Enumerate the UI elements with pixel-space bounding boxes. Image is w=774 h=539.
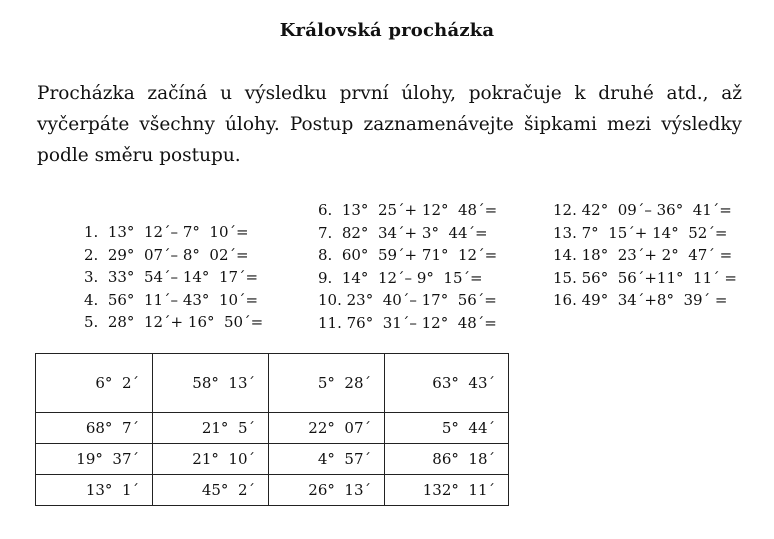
result-cell: 6° 2´ [36, 354, 153, 413]
result-cell: 68° 7´ [36, 413, 153, 444]
table-row [36, 354, 509, 413]
result-cell: 63° 43´ [385, 354, 509, 413]
result-cell: 4° 57´ [269, 444, 385, 475]
task-item: 4. 56° 11´– 43° 10´= [84, 290, 259, 309]
result-cell: 5° 44´ [385, 413, 509, 444]
instructions-paragraph: Procházka začíná u výsledku první úlohy, pokračuje k druhé atd., až vyčerpáte všechny úlohy. Postup zaznamenávejte šipkami mezi výsledky podle směru postupu. [37, 83, 742, 166]
result-cell: 19° 37´ [36, 444, 153, 475]
result-cell: 21° 10´ [153, 444, 269, 475]
task-item: 7. 82° 34´+ 3° 44´= [318, 223, 488, 242]
result-cell: 58° 13´ [153, 354, 269, 413]
result-cell: 13° 1´ [36, 475, 153, 506]
result-cell: 26° 13´ [269, 475, 385, 506]
task-item: 5. 28° 12´+ 16° 50´= [84, 313, 264, 332]
result-cell: 132° 11´ [385, 475, 509, 506]
page-title: Královská procházka [279, 20, 495, 41]
result-cell: 21° 5´ [153, 413, 269, 444]
table-row [36, 475, 509, 506]
task-item: 11. 76° 31´– 12° 48´= [318, 313, 497, 332]
result-cell: 86° 18´ [385, 444, 509, 475]
task-item: 12. 42° 09´– 36° 41´= [553, 201, 732, 219]
task-item: 14. 18° 23´+ 2° 47´ = [553, 246, 733, 265]
table-row [36, 413, 509, 444]
task-item: 1. 13° 12´– 7° 10´= [84, 223, 249, 241]
result-cell: 5° 28´ [269, 354, 385, 413]
task-item: 2. 29° 07´– 8° 02´= [84, 245, 249, 264]
result-cell: 22° 07´ [269, 413, 385, 444]
results-table [35, 353, 509, 506]
task-item: 13. 7° 15´+ 14° 52´= [553, 223, 728, 242]
tasks-column-2 [318, 199, 497, 335]
table-row [36, 444, 509, 475]
tasks-column-1 [84, 221, 263, 334]
task-item: 6. 13° 25´+ 12° 48´= [318, 201, 498, 219]
task-item: 15. 56° 56´+11° 11´ = [553, 268, 737, 287]
result-cell: 45° 2´ [153, 475, 269, 506]
task-item: 16. 49° 34´+8° 39´ = [553, 291, 728, 310]
tasks-column-3 [553, 199, 737, 312]
task-item: 9. 14° 12´– 9° 15´= [318, 268, 483, 287]
task-item: 10. 23° 40´– 17° 56´= [318, 291, 497, 310]
task-item: 3. 33° 54´– 14° 17´= [84, 268, 259, 287]
task-item: 8. 60° 59´+ 71° 12´= [318, 246, 498, 265]
